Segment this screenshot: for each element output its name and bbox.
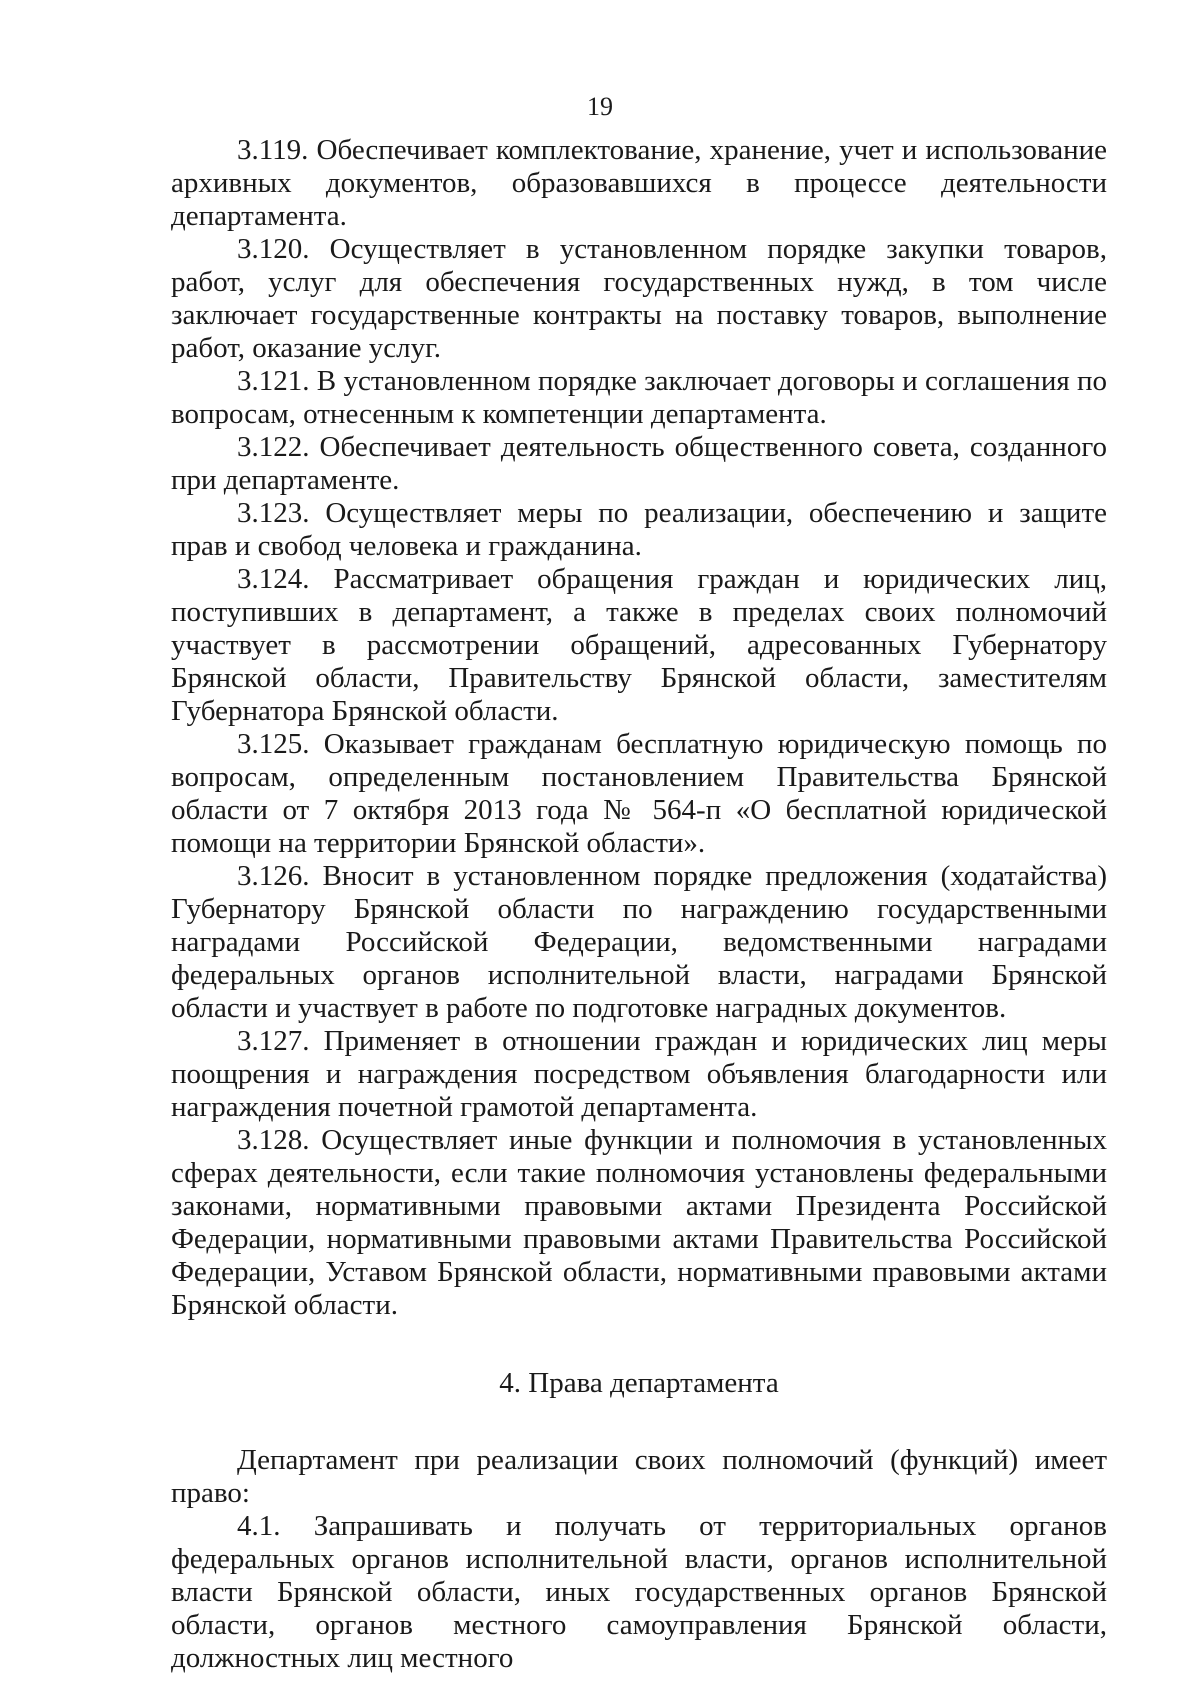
paragraph-3-128: 3.128. Осуществляет иные функции и полномочия в установленных сферах деятельности, если такие полномочия установлены федеральными законами, нормативными правовыми актами Президента Российской Федерации, нормативными правовыми актами Правительства Российской Федерации, Уставом Брянской области, нормативными правовыми актами Брянской области. <box>171 1124 1107 1321</box>
paragraph-rights-intro: Департамент при реализации своих полномочий (функций) имеет право: <box>171 1444 1107 1509</box>
paragraph-3-126: 3.126. Вносит в установленном порядке предложения (ходатайства) Губернатору Брянской области по награждению государственными наградами Российской Федерации, ведомственными наградами федеральных органов исполнительной власти, наградами Брянской области и участвует в работе по подготовке наградных документов. <box>171 860 1107 1024</box>
paragraph-3-127: 3.127. Применяет в отношении граждан и юридических лиц меры поощрения и награждения посредством объявления благодарности или награждения почетной грамотой департамента. <box>171 1025 1107 1123</box>
paragraph-4-1: 4.1. Запрашивать и получать от территориальных органов федеральных органов исполнительной власти, органов исполнительной власти Брянской области, иных государственных органов Брянской области, органов местного самоуправления Брянской области, должностных лиц местного <box>171 1510 1107 1674</box>
paragraph-3-124: 3.124. Рассматривает обращения граждан и юридических лиц, поступивших в департамент, а также в пределах своих полномочий участвует в рассмотрении обращений, адресованных Губернатору Брянской области, Правительству Брянской области, заместителям Губернатора Брянской области. <box>171 563 1107 727</box>
paragraph-3-119: 3.119. Обеспечивает комплектование, хранение, учет и использование архивных документов, образовавшихся в процессе деятельности департамента. <box>171 134 1107 232</box>
page-number: 19 <box>587 92 613 121</box>
paragraph-3-121: 3.121. В установленном порядке заключает договоры и соглашения по вопросам, отнесенным к компетенции департамента. <box>171 365 1107 430</box>
paragraph-3-122: 3.122. Обеспечивает деятельность общественного совета, созданного при департаменте. <box>171 431 1107 496</box>
section-heading: 4. Права департамента <box>499 1367 779 1399</box>
paragraph-3-120: 3.120. Осуществляет в установленном порядке закупки товаров, работ, услуг для обеспечения государственных нужд, в том числе заключает государственные контракты на поставку товаров, выполнение работ, оказание услуг. <box>171 233 1107 364</box>
document-body <box>171 134 1107 1675</box>
paragraph-3-125: 3.125. Оказывает гражданам бесплатную юридическую помощь по вопросам, определенным постановлением Правительства Брянской области от 7 октября 2013 года № 564-п «О бесплатной юридической помощи на территории Брянской области». <box>171 728 1107 859</box>
paragraph-3-123: 3.123. Осуществляет меры по реализации, обеспечению и защите прав и свобод человека и гражданина. <box>171 497 1107 562</box>
